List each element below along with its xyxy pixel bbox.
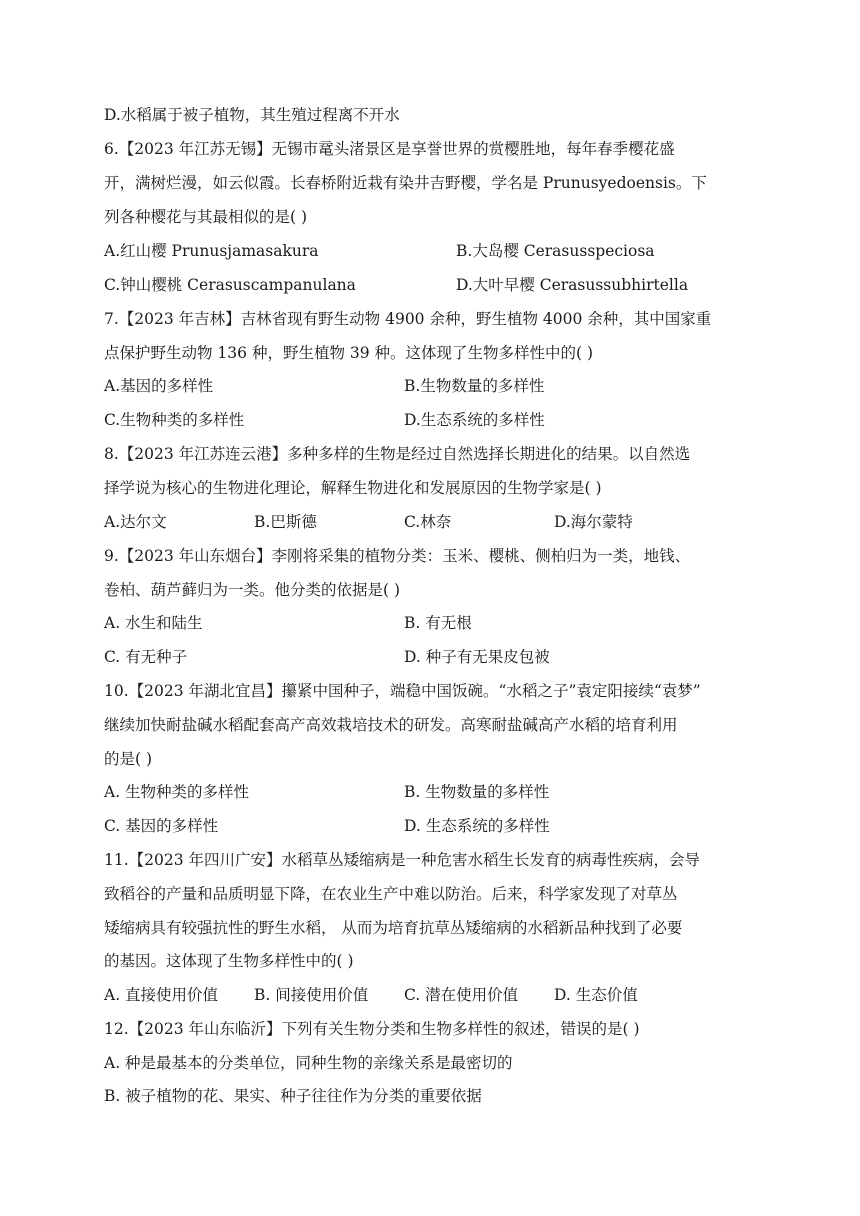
q6-option-a: A.红山樱 Prunusjamasakura (104, 242, 319, 260)
q8-option-b: B.巴斯德 (254, 513, 317, 531)
q5-option-d: D.水稻属于被子植物，其生殖过程离不开水 (104, 106, 400, 124)
q6-option-c: C.钟山樱桃 Cerasuscampanulana (104, 276, 356, 294)
q9-option-c: C. 有无种子 (104, 648, 188, 666)
q11-stem-line1: 11.【2023 年四川广安】水稻草丛矮缩病是一种危害水稻生长发育的病毒性疾病，会导 (104, 851, 701, 869)
q10-option-d: D. 生态系统的多样性 (404, 817, 550, 835)
q6-option-b: B.大岛樱 Cerasusspeciosa (456, 242, 655, 260)
q10-option-b: B. 生物数量的多样性 (404, 783, 550, 801)
q10-stem-line3: 的是( ) (104, 750, 153, 768)
q6-option-d: D.大叶早樱 Cerasussubhirtella (456, 276, 689, 294)
q10-option-a: A. 生物种类的多样性 (104, 783, 250, 801)
q7-option-c: C.生物种类的多样性 (104, 411, 245, 429)
q8-stem-line1: 8.【2023 年江苏连云港】多种多样的生物是经过自然选择长期进化的结果。以自然选 (104, 445, 691, 463)
q11-option-c: C. 潜在使用价值 (404, 986, 519, 1004)
q11-stem-line4: 的基因。这体现了生物多样性中的( ) (104, 952, 354, 970)
q9-stem-line1: 9.【2023 年山东烟台】李刚将采集的植物分类：玉米、樱桃、侧柏归为一类，地钱、 (104, 547, 691, 565)
q8-stem-line2: 择学说为核心的生物进化理论，解释生物进化和发展原因的生物学家是( ) (104, 479, 602, 497)
q11-option-b: B. 间接使用价值 (254, 986, 369, 1004)
q8-option-a: A.达尔文 (104, 513, 167, 531)
q9-option-d: D. 种子有无果皮包被 (404, 648, 550, 666)
q12-option-b: B. 被子植物的花、果实、种子往往作为分类的重要依据 (104, 1087, 482, 1105)
q11-stem-line3: 矮缩病具有较强抗性的野生水稻， 从而为培育抗草丛矮缩病的水稻新品种找到了必要 (104, 919, 683, 937)
q11-stem-line2: 致稻谷的产量和品质明显下降，在农业生产中难以防治。后来，科学家发现了对草丛 (104, 885, 678, 903)
q12-option-a: A. 种是最基本的分类单位，同种生物的亲缘关系是最密切的 (104, 1054, 513, 1072)
q9-option-b: B. 有无根 (404, 614, 472, 632)
q10-stem-line2: 继续加快耐盐碱水稻配套高产高效栽培技术的研发。高寒耐盐碱高产水稻的培育利用 (104, 716, 678, 734)
q7-stem-line2: 点保护野生动物 136 种，野生植物 39 种。这体现了生物多样性中的( ) (104, 344, 594, 362)
q12-stem-line1: 12.【2023 年山东临沂】下列有关生物分类和生物多样性的叙述，错误的是( ) (104, 1020, 640, 1038)
q9-stem-line2: 卷柏、葫芦藓归为一类。他分类的依据是( ) (104, 581, 401, 599)
q10-option-c: C. 基因的多样性 (104, 817, 219, 835)
q10-stem-line1: 10.【2023 年湖北宜昌】攥紧中国种子，端稳中国饭碗。“水稻之子”袁定阳接续“袁梦” (104, 682, 701, 700)
q8-option-c: C.林奈 (404, 513, 452, 531)
q7-option-a: A.基因的多样性 (104, 377, 214, 395)
q7-option-d: D.生态系统的多样性 (404, 411, 545, 429)
q6-stem-line3: 列各种樱花与其最相似的是( ) (104, 208, 308, 226)
q11-option-d: D. 生态价值 (554, 986, 638, 1004)
q6-stem-line2: 开，满树烂漫，如云似霞。长春桥附近栽有染井吉野樱，学名是 Prunusyedoensis。下 (104, 174, 707, 192)
q11-option-a: A. 直接使用价值 (104, 986, 219, 1004)
q6-stem-line1: 6.【2023 年江苏无锡】无锡市鼋头渚景区是享誉世界的赏樱胜地，每年春季樱花盛 (104, 140, 675, 158)
q9-option-a: A. 水生和陆生 (104, 614, 203, 632)
q7-stem-line1: 7.【2023 年吉林】吉林省现有野生动物 4900 余种，野生植物 4000 余种，其中国家重 (104, 310, 712, 328)
q7-option-b: B.生物数量的多样性 (404, 377, 545, 395)
q8-option-d: D.海尔蒙特 (554, 513, 633, 531)
